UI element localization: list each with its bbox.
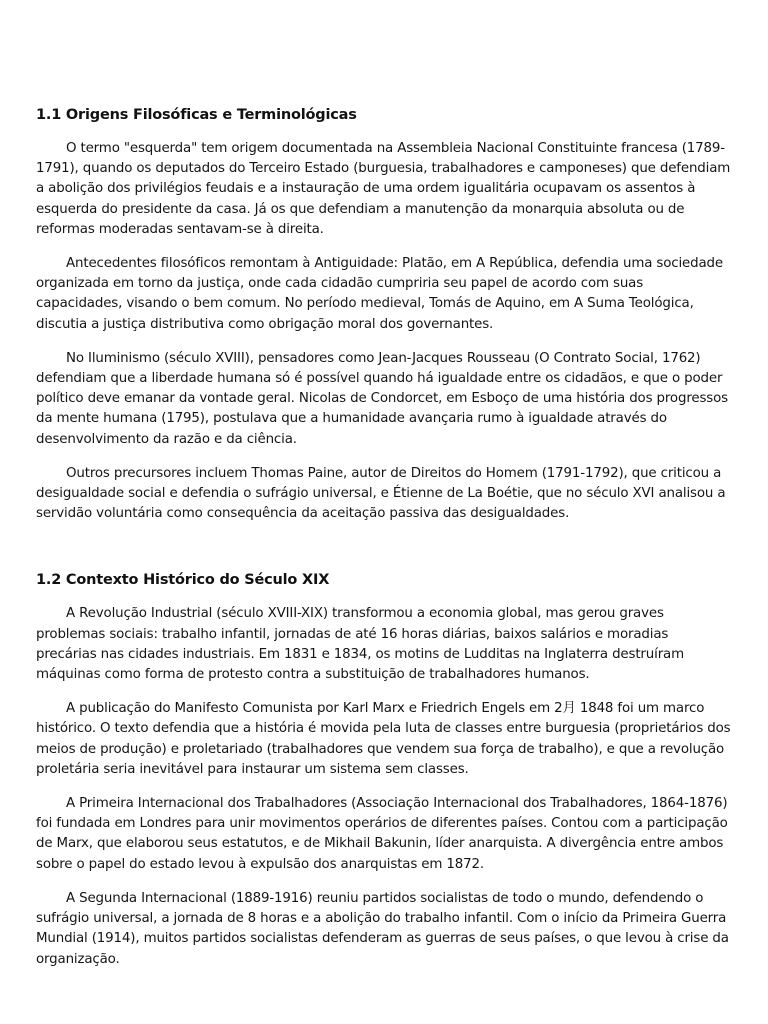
section-heading: 1.2 Contexto Histórico do Século XIX <box>36 572 330 589</box>
paragraph: A Revolução Industrial (século XVIII-XIX) transformou a economia global, mas gerou graves problemas sociais: trabalho infantil, jornadas de até 16 horas diárias, baixos salários e moradias precárias nas cidades industriais. Em 1831 e 1834, os motins de Ludditas na Inglaterra destruíram máquinas como forma de protesto contra a substituição de trabalhadores humanos. <box>36 606 684 683</box>
paragraph: O termo "esquerda" tem origem documentada na Assembleia Nacional Constituinte francesa (1789-1791), quando os deputados do Terceiro Estado (burguesia, trabalhadores e camponeses) que defendiam a abolição dos privilégios feudais e a instauração de uma ordem igualitária ocupavam os assentos à esquerda do presidente da casa. Já os que defendiam a manutenção da monarquia absoluta ou de reformas moderadas sentavam-se à direita. <box>36 141 731 237</box>
paragraph: A Segunda Internacional (1889-1916) reuniu partidos socialistas de todo o mundo, defendendo o sufrágio universal, a jornada de 8 horas e a abolição do trabalho infantil. Com o início da Primeira Guerra Mundial (1914), muitos partidos socialistas defenderam as guerras de seus países, o que levou à crise da organização. <box>36 890 729 967</box>
paragraph: A publicação do Manifesto Comunista por Karl Marx e Friedrich Engels em 2月 1848 foi um marco histórico. O texto defendia que a história é movida pela luta de classes entre burguesia (proprietários dos meios de produção) e proletariado (trabalhadores que vendem sua força de trabalho), e que a revolução proletária seria inevitável para instaurar um sistema sem classes. <box>36 701 731 777</box>
paragraph: A Primeira Internacional dos Trabalhadores (Associação Internacional dos Trabalhadores, 1864-1876) foi fundada em Londres para unir movimentos operários de diferentes países. Contou com a participação de Marx, que elaborou seus estatutos, e de Mikhail Bakunin, líder anarquista. A divergência entre ambos sobre o papel do estado levou à expulsão dos anarquistas em 1872. <box>36 796 728 872</box>
paragraph: Outros precursores incluem Thomas Paine, autor de Direitos do Homem (1791-1792), que criticou a desigualdade social e defendia o sufrágio universal, e Étienne de La Boétie, que no século XVI analisou a servidão voluntária como consequência da aceitação passiva das desigualdades. <box>36 465 726 522</box>
section-contexto-historico <box>36 568 732 969</box>
paragraph: Antecedentes filosóficos remontam à Antiguidade: Platão, em A República, defendia uma sociedade organizada em torno da justiça, onde cada cidadão cumpriria seu papel de acordo com suas capacidades, visando o bem comum. No período medieval, Tomás de Aquino, em A Suma Teológica, discutia a justiça distributiva como obrigação moral dos governantes. <box>36 256 723 332</box>
section-heading: 1.1 Origens Filosóficas e Terminológicas <box>36 107 357 123</box>
section-origens <box>36 103 732 524</box>
paragraph: No Iluminismo (século XVIII), pensadores como Jean-Jacques Rousseau (O Contrato Social, 1762) defendiam que a liberdade humana só é possível quando há igualdade entre os cidadãos, e que o poder político deve emanar da vontade geral. Nicolas de Condorcet, em Esboço de uma história dos progressos da mente humana (1795), postulava que a humanidade avançaria rumo à igualdade através do desenvolvimento da razão e da ciência. <box>36 350 728 447</box>
